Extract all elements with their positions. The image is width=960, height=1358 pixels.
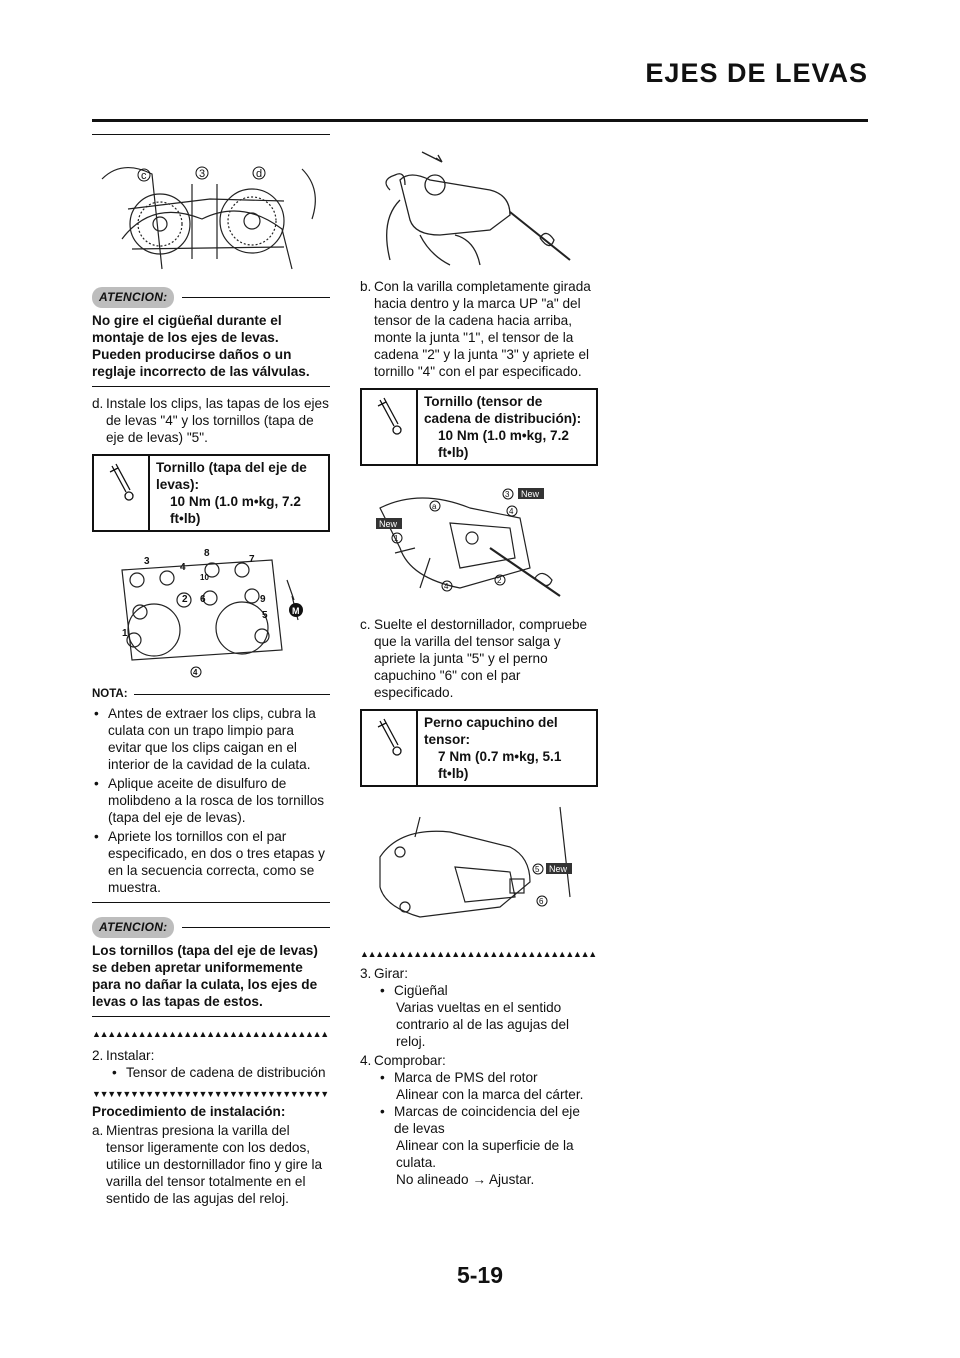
note-header (92, 686, 330, 703)
torque-wrench-icon (362, 390, 418, 464)
torque-box (360, 709, 598, 787)
svg-text:New: New (379, 519, 398, 529)
bullet-dot: • (112, 1065, 117, 1080)
svg-text:a: a (432, 502, 437, 511)
svg-text:4: 4 (509, 507, 514, 516)
svg-text:d: d (256, 168, 263, 180)
svg-text:5: 5 (262, 610, 268, 621)
step-bullet: Cigüeñal (394, 983, 448, 998)
svg-text:5: 5 (535, 865, 540, 874)
triangles-up-divider: ▲▲▲▲▲▲▲▲▲▲▲▲▲▲▲▲▲▲▲▲▲▲▲▲▲▲▲▲▲▲▲ (360, 949, 596, 959)
svg-text:8: 8 (204, 548, 210, 559)
step-d (92, 395, 330, 446)
attention-end-rule (92, 386, 330, 387)
torque-box (360, 388, 598, 466)
column-rule (92, 134, 330, 135)
step-label: d. (92, 396, 104, 411)
bullet-dot: • (380, 1070, 385, 1085)
attention-header (92, 287, 330, 308)
torque-name: Tornillo (tensor de cadena de distribución): (424, 394, 582, 426)
cap-bolt-figure (360, 797, 598, 937)
attention-badge: ATENCION: (92, 917, 174, 938)
note-end-rule (92, 902, 330, 903)
bullet-dot: • (94, 706, 99, 721)
step-4 (360, 1052, 598, 1188)
attention-rule (182, 297, 330, 298)
step-bullet: Tensor de cadena de distribución (126, 1065, 326, 1080)
note-text: Antes de extraer los clips, cubra la culata con un trapo limpio para evitar que los clips caigan en el interior de la cavidad de la culata. (108, 706, 316, 772)
svg-text:New: New (549, 864, 568, 874)
torque-value: 10 Nm (1.0 m•kg, 7.2 ft•lb) (438, 428, 569, 460)
step-bullet: Marcas de coincidencia del eje de levas (394, 1104, 580, 1136)
svg-text:1: 1 (122, 628, 128, 639)
triangles-up-divider: ▲▲▲▲▲▲▲▲▲▲▲▲▲▲▲▲▲▲▲▲▲▲▲▲▲▲▲▲▲▲▲ (92, 1029, 328, 1039)
step-b (360, 278, 598, 380)
step-label: b. (360, 279, 372, 294)
left-column (92, 134, 330, 1207)
cap-bolt-drawing (360, 797, 598, 937)
step-label: 4. (360, 1053, 372, 1068)
procedure-title: Procedimiento de instalación: (92, 1104, 286, 1119)
note-text: Apriete los tornillos con el par especificado, en dos o tres etapas y en la secuencia correcta, como se muestra. (108, 829, 325, 895)
bullet-dot: • (380, 983, 385, 998)
step-detail: Alinear con la marca del cárter. (396, 1087, 584, 1102)
svg-text:9: 9 (260, 594, 266, 605)
attention-badge: ATENCION: (92, 287, 174, 308)
tensor-install-figure (360, 478, 598, 608)
svg-text:7: 7 (249, 554, 255, 565)
camshaft-gears-drawing (92, 139, 330, 279)
note-text: Aplique aceite de disulfuro de molibdeno a la rosca de los tornillos (tapa del eje de levas). (108, 776, 325, 825)
svg-text:10: 10 (200, 573, 209, 582)
torque-wrench-icon (362, 711, 418, 785)
torque-name: Tornillo (tapa del eje de levas): (156, 460, 307, 492)
svg-text:M: M (292, 606, 300, 616)
step-text: Con la varilla completamente girada hacia dentro y la marca UP "a" del tensor de la cadena hacia arriba, monte la junta "1", el tensor de la cadena "2" y la junta "3" y apriete el tornillo "4" con el par especificado. (374, 279, 591, 379)
step-2 (92, 1047, 330, 1081)
right-column (360, 134, 598, 1188)
svg-text:2: 2 (182, 594, 188, 605)
svg-text:4: 4 (180, 562, 186, 573)
note-label: NOTA: (92, 688, 128, 700)
triangles-down-divider: ▼▼▼▼▼▼▼▼▼▼▼▼▼▼▼▼▼▼▼▼▼▼▼▼▼▼▼▼▼▼▼ (92, 1089, 328, 1099)
header-rule (92, 119, 868, 122)
page-number: 5-19 (456, 1262, 504, 1288)
note-bullet (92, 705, 330, 773)
note-rule (134, 694, 330, 695)
torque-value: 10 Nm (1.0 m•kg, 7.2 ft•lb) (170, 494, 301, 526)
torque-name: Perno capuchino del tensor: (424, 715, 558, 747)
step-bullet: Marca de PMS del rotor (394, 1070, 538, 1085)
step-label: a. (92, 1123, 104, 1138)
svg-text:4: 4 (193, 668, 198, 677)
step-action: No alineado → Ajustar. (396, 1172, 535, 1187)
step-label: 3. (360, 966, 372, 981)
svg-text:New: New (521, 489, 540, 499)
note-bullet (92, 775, 330, 826)
step-label: c. (360, 617, 371, 632)
step-a (92, 1122, 330, 1207)
bolt-label: 3 (144, 556, 150, 567)
tensor-rod-drawing (360, 140, 598, 270)
attention-end-rule (92, 1016, 330, 1017)
tensor-install-drawing (360, 478, 598, 608)
step-text: Suelte el destornillador, compruebe que la varilla del tensor salga y apriete la junta "5" y el perno capuchino "6" con el par especificado. (374, 617, 588, 700)
torque-value: 7 Nm (0.7 m•kg, 5.1 ft•lb) (438, 749, 562, 781)
step-title: Instalar: (106, 1048, 155, 1063)
torque-box (92, 454, 330, 532)
tensor-rod-figure (360, 140, 598, 270)
svg-text:1: 1 (394, 534, 399, 543)
camshaft-gears-figure (92, 139, 330, 279)
bullet-dot: • (380, 1104, 385, 1119)
note-bullet (92, 828, 330, 896)
step-c (360, 616, 598, 701)
bullet-dot: • (94, 829, 99, 844)
svg-text:3: 3 (199, 168, 206, 180)
step-3 (360, 965, 598, 1050)
page-title: EJES DE LEVAS (645, 58, 868, 88)
svg-text:2: 2 (497, 576, 502, 585)
bolt-sequence-drawing (92, 540, 330, 680)
step-text: Mientras presiona la varilla del tensor ligeramente con los dedos, utilice un destornillador fino y gire la varilla del tensor totalmente en el sentido de las agujas del reloj. (106, 1123, 323, 1206)
svg-text:6: 6 (200, 594, 206, 605)
attention-rule (182, 927, 330, 928)
torque-wrench-icon (94, 456, 150, 530)
step-text: Instale los clips, las tapas de los ejes de levas "4" y los tornillos (tapa de eje de levas) "5". (106, 396, 329, 445)
step-detail: Varias vueltas en el sentido contrario al de las agujas del reloj. (396, 1000, 570, 1049)
svg-text:6: 6 (539, 897, 544, 906)
svg-text:4: 4 (444, 582, 449, 591)
attention-header (92, 917, 330, 938)
step-label: 2. (92, 1048, 104, 1063)
svg-text:c: c (141, 170, 147, 182)
step-title: Girar: (374, 966, 408, 981)
bullet-dot: • (94, 776, 99, 791)
step-title: Comprobar: (374, 1053, 446, 1068)
bolt-sequence-figure (92, 540, 330, 680)
svg-text:3: 3 (505, 490, 510, 499)
attention-text: Los tornillos (tapa del eje de levas) se deben apretar uniformemente para no dañar la culata, los ejes de levas o las tapas de estos. (92, 943, 318, 1009)
step-detail: Alinear con la superficie de la culata. (396, 1138, 574, 1170)
attention-text: No gire el cigüeñal durante el montaje de los ejes de levas. Pueden producirse daños o un reglaje incorrecto de las válvulas. (92, 313, 310, 379)
